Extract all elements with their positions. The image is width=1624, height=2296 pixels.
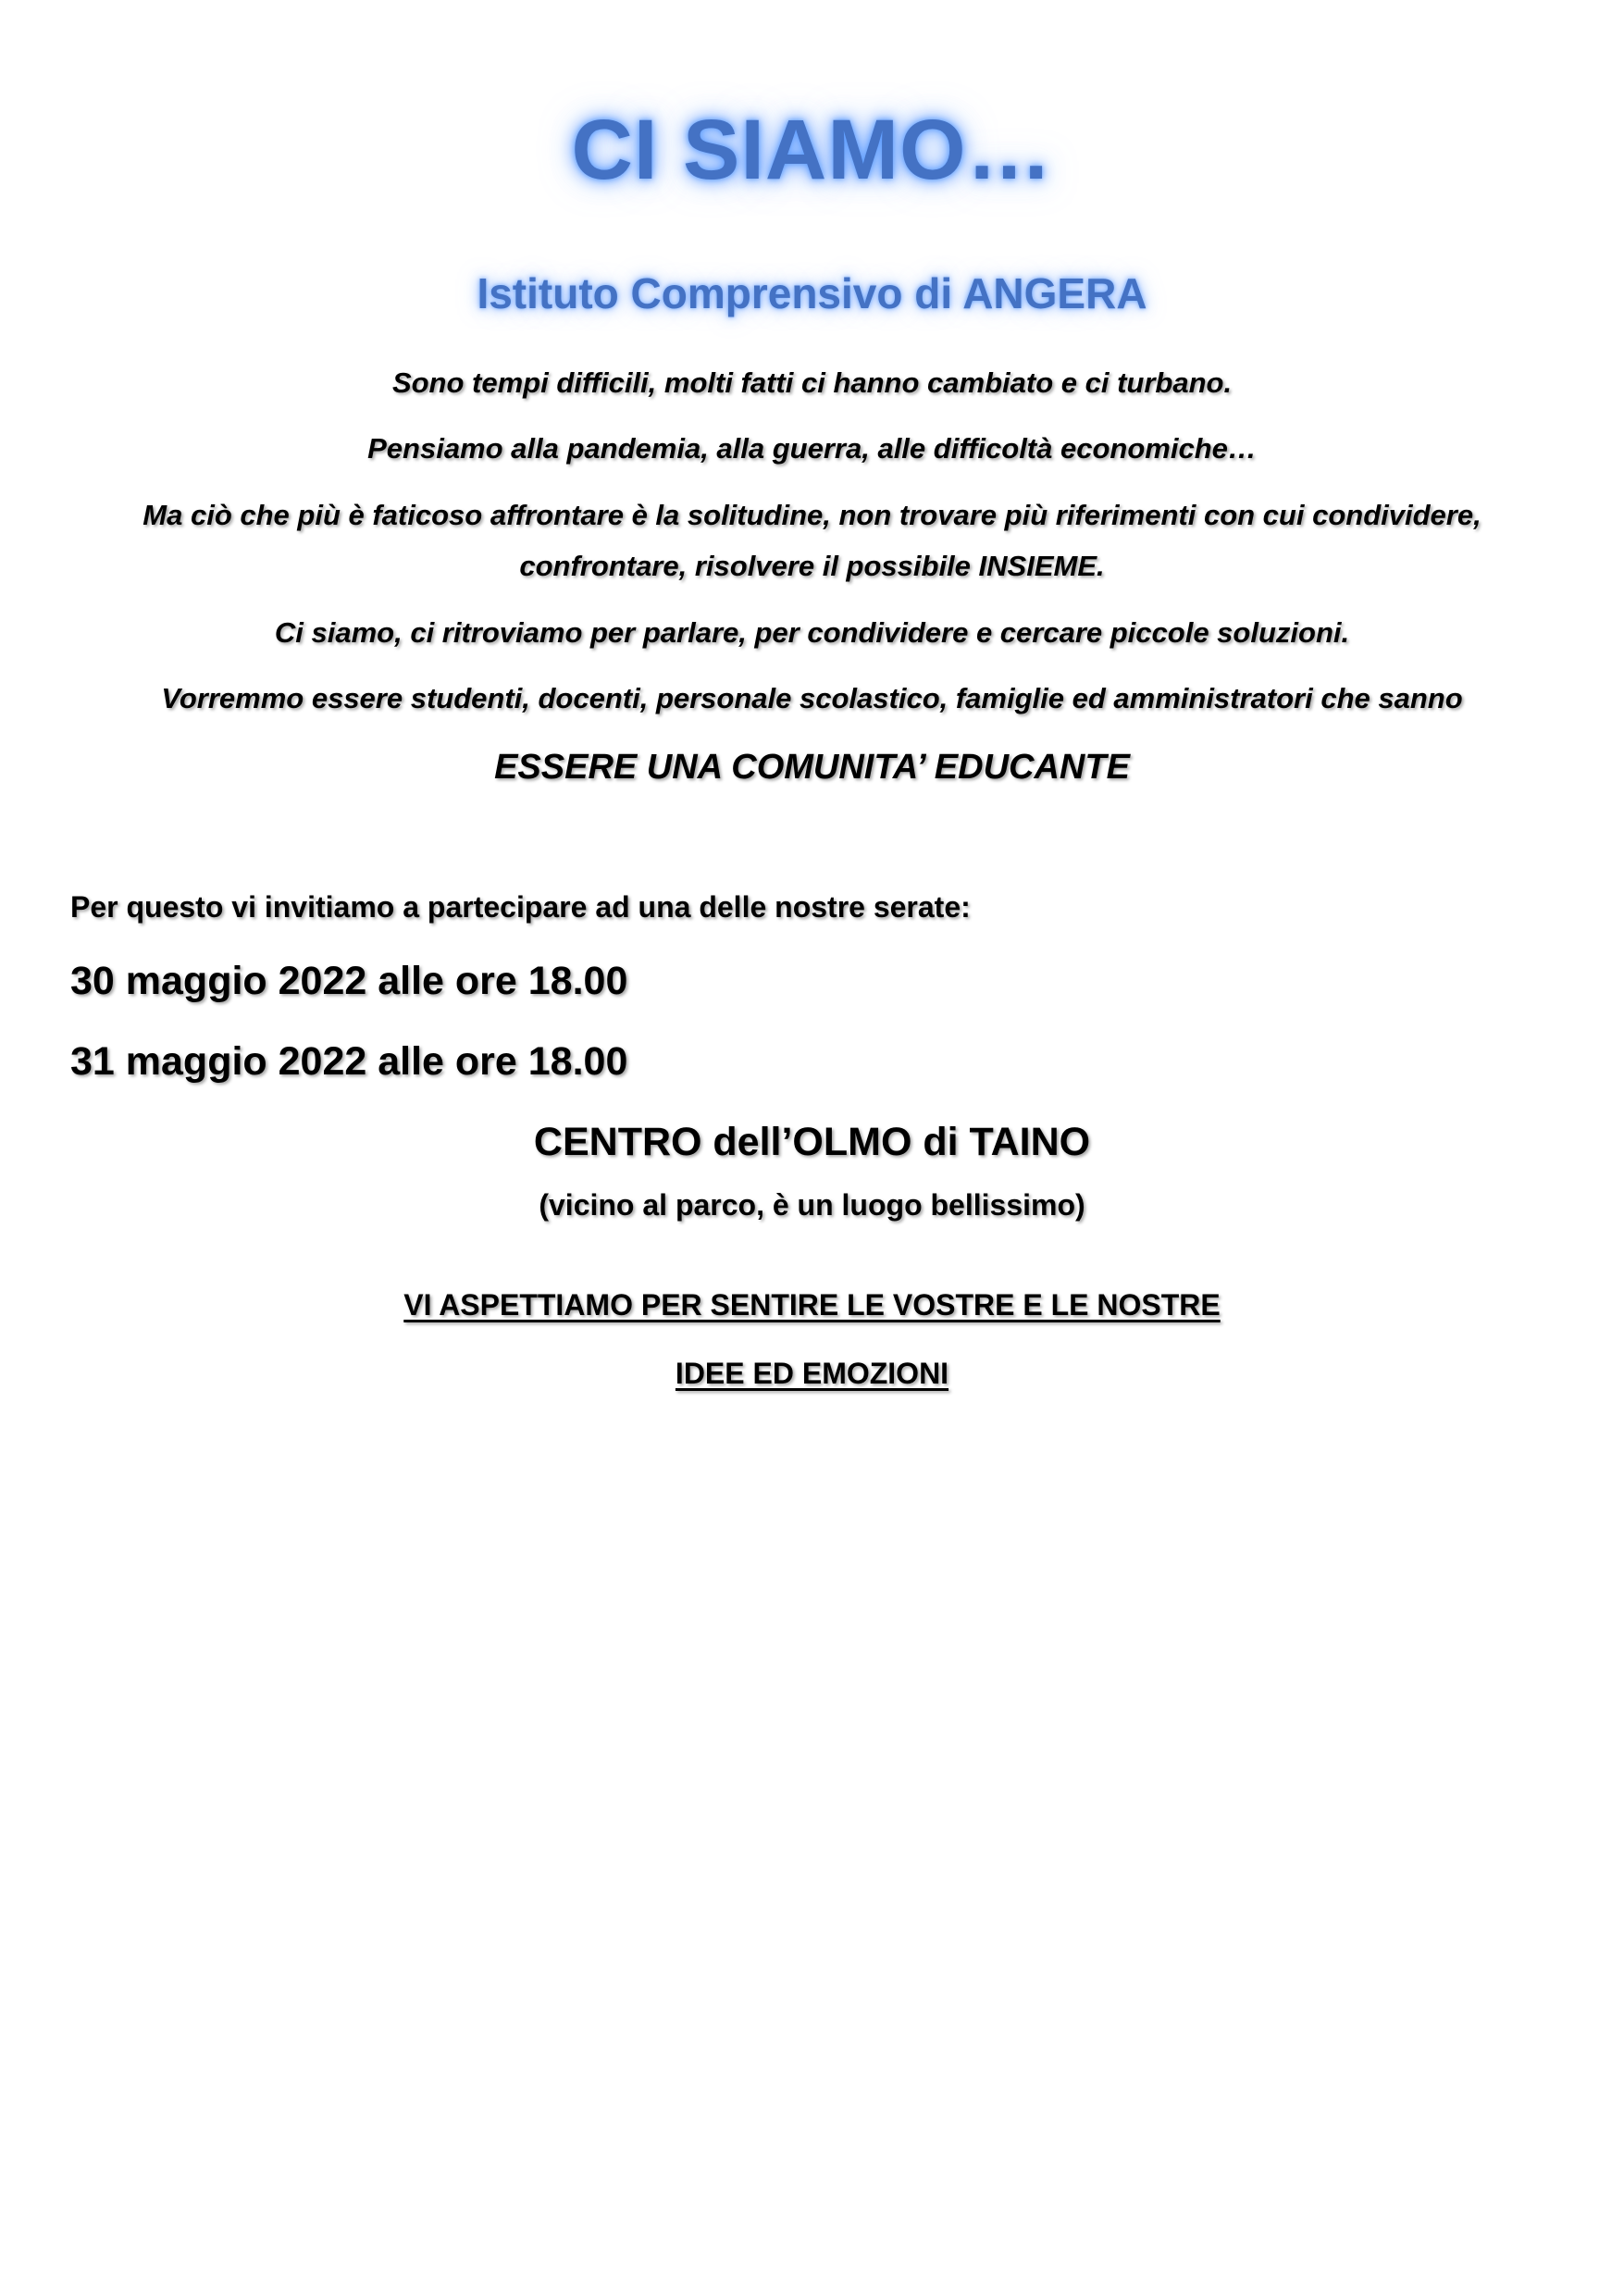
intro-line: confrontare, risolvere il possibile INSIEME. [519,550,1105,582]
intro-line: Ma ciò che più è faticoso affrontare è la solitudine, non trovare più riferimenti con cui condividere, [143,499,1481,531]
intro-line: Pensiamo alla pandemia, alla guerra, alle difficoltà economiche… [367,432,1257,465]
intro-line: Vorremmo essere studenti, docenti, personale scolastico, famiglie ed amministratori che sanno [161,682,1463,714]
venue-note: (vicino al parco, è un luogo bellissimo) [539,1188,1085,1222]
closing-line: VI ASPETTIAMO PER SENTIRE LE VOSTRE E LE NOSTRE [403,1288,1221,1322]
school-name: Istituto Comprensivo di ANGERA [477,269,1147,317]
page-title: CI SIAMO… [571,103,1053,197]
event-date: 31 maggio 2022 alle ore 18.00 [70,1039,628,1084]
intro-line: Sono tempi difficili, molti fatti ci hanno cambiato e ci turbano. [391,366,1233,399]
intro-line: Ci siamo, ci ritroviamo per parlare, per condividere e cercare piccole soluzioni. [274,616,1350,649]
motto-heading: ESSERE UNA COMUNITA’ EDUCANTE [494,748,1130,787]
event-date: 30 maggio 2022 alle ore 18.00 [70,959,628,1003]
closing-line: IDEE ED EMOZIONI [675,1357,949,1390]
invite-text: Per questo vi invitiamo a partecipare ad una delle nostre serate: [70,890,971,924]
venue-name: CENTRO dell’OLMO di TAINO [533,1120,1091,1164]
